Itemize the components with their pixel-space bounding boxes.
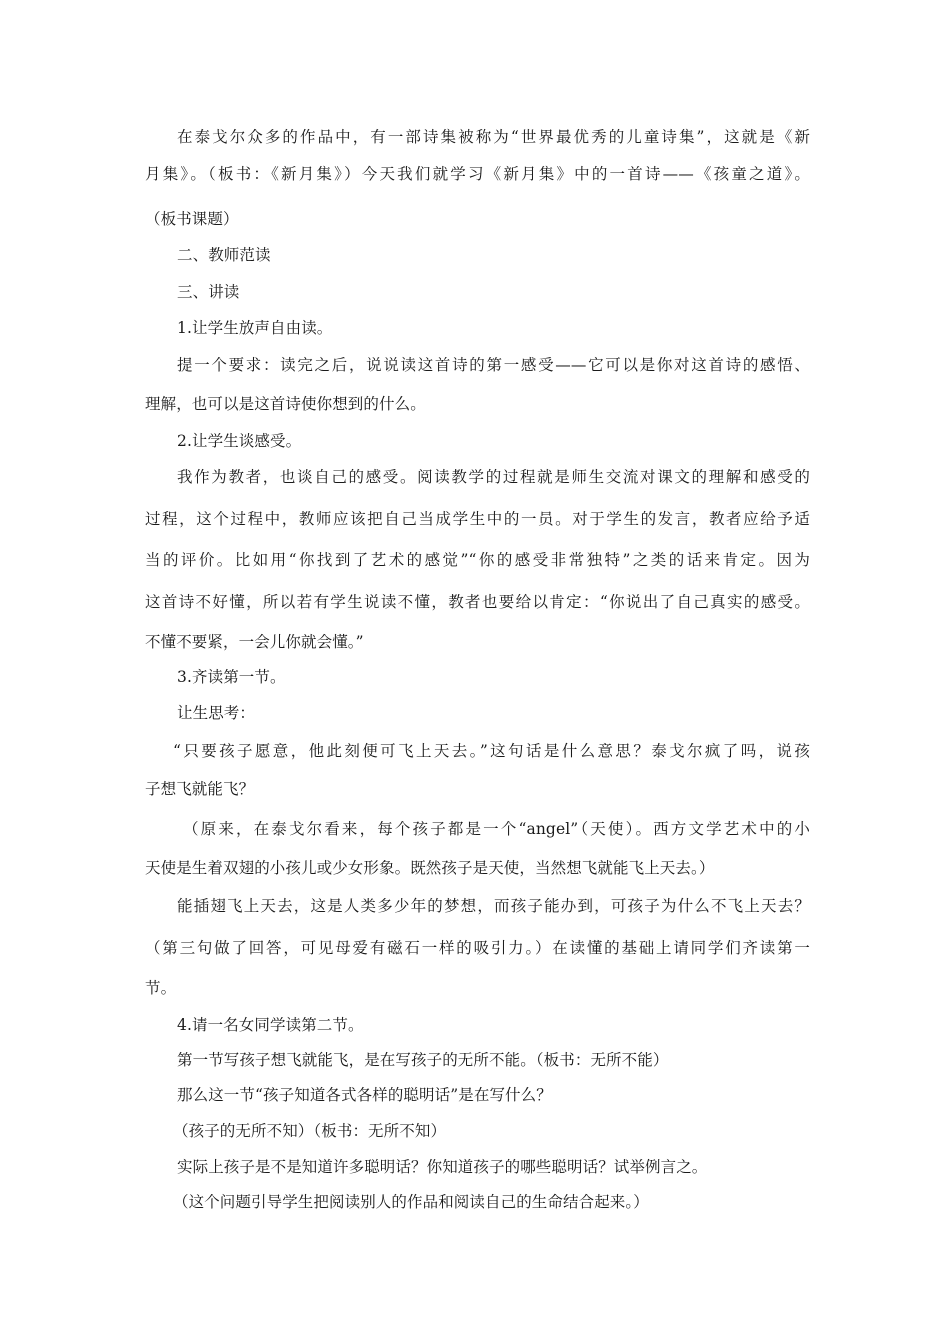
paragraph-line: 让生思考： (177, 704, 256, 722)
paragraph-line: 过程，这个过程中，教师应该把自己当成学生中的一员。对于学生的发言，教者应给予适 (145, 510, 810, 528)
paragraph-line: 我作为教者，也谈自己的感受。阅读教学的过程就是师生交流对课文的理解和感受的 (177, 468, 810, 486)
paragraph-line: （板书课题） (145, 210, 239, 228)
paragraph-line: 在泰戈尔众多的作品中，有一部诗集被称为“世界最优秀的儿童诗集”，这就是《新 (177, 128, 810, 146)
paragraph-line: 提一个要求：读完之后，说说读这首诗的第一感受——它可以是你对这首诗的感悟、 (177, 356, 810, 374)
paragraph-line: 当的评价。比如用“你找到了艺术的感觉”“你的感受非常独特”之类的话来肯定。因为 (145, 551, 810, 569)
paragraph-line: 不懂不要紧，一会儿你就会懂。” (145, 633, 364, 651)
numbered-step: 4.请一名女同学读第二节。 (177, 1016, 364, 1034)
paragraph-line: （原来，在泰戈尔看来，每个孩子都是一个“angel”（天使）。西方文学艺术中的小 (183, 820, 810, 838)
paragraph-line: 节。 (145, 979, 177, 997)
paragraph-line: 理解，也可以是这首诗使你想到的什么。 (145, 395, 426, 413)
paragraph-line: 能插翅飞上天去，这是人类多少年的梦想，而孩子能办到，可孩子为什么不飞上天去？ (177, 897, 810, 915)
paragraph-line: 月集》。（板书：《新月集》）今天我们就学习《新月集》中的一首诗——《孩童之道》。 (145, 165, 810, 183)
paragraph-line: （这个问题引导学生把阅读别人的作品和阅读自己的生命结合起来。） (173, 1193, 649, 1211)
paragraph-line: 那么这一节“孩子知道各式各样的聪明话”是在写什么？ (177, 1086, 552, 1104)
numbered-step: 1.让学生放声自由读。 (177, 319, 333, 337)
paragraph-line: 第一节写孩子想飞就能飞，是在写孩子的无所不能。（板书：无所不能） (177, 1051, 669, 1069)
numbered-step: 3.齐读第一节。 (177, 668, 286, 686)
paragraph-line: “只要孩子愿意，他此刻便可飞上天去。”这句话是什么意思？泰戈尔疯了吗，说孩 (173, 742, 810, 760)
paragraph-line: （孩子的无所不知）（板书：无所不知） (173, 1122, 447, 1140)
section-heading: 二、教师范读 (177, 246, 271, 264)
section-heading: 三、讲读 (177, 283, 240, 301)
paragraph-line: （第三句做了回答，可见母爱有磁石一样的吸引力。）在读懂的基础上请同学们齐读第一 (145, 939, 810, 957)
paragraph-line: 子想飞就能飞？ (145, 780, 255, 798)
paragraph-line: 天使是生着双翅的小孩儿或少女形象。既然孩子是天使，当然想飞就能飞上天去。） (145, 859, 715, 877)
paragraph-line: 实际上孩子是不是知道许多聪明话？你知道孩子的哪些聪明话？试举例言之。 (177, 1158, 708, 1176)
paragraph-line: 这首诗不好懂，所以若有学生说读不懂，教者也要给以肯定：“你说出了自己真实的感受。 (145, 593, 810, 611)
numbered-step: 2.让学生谈感受。 (177, 432, 302, 450)
